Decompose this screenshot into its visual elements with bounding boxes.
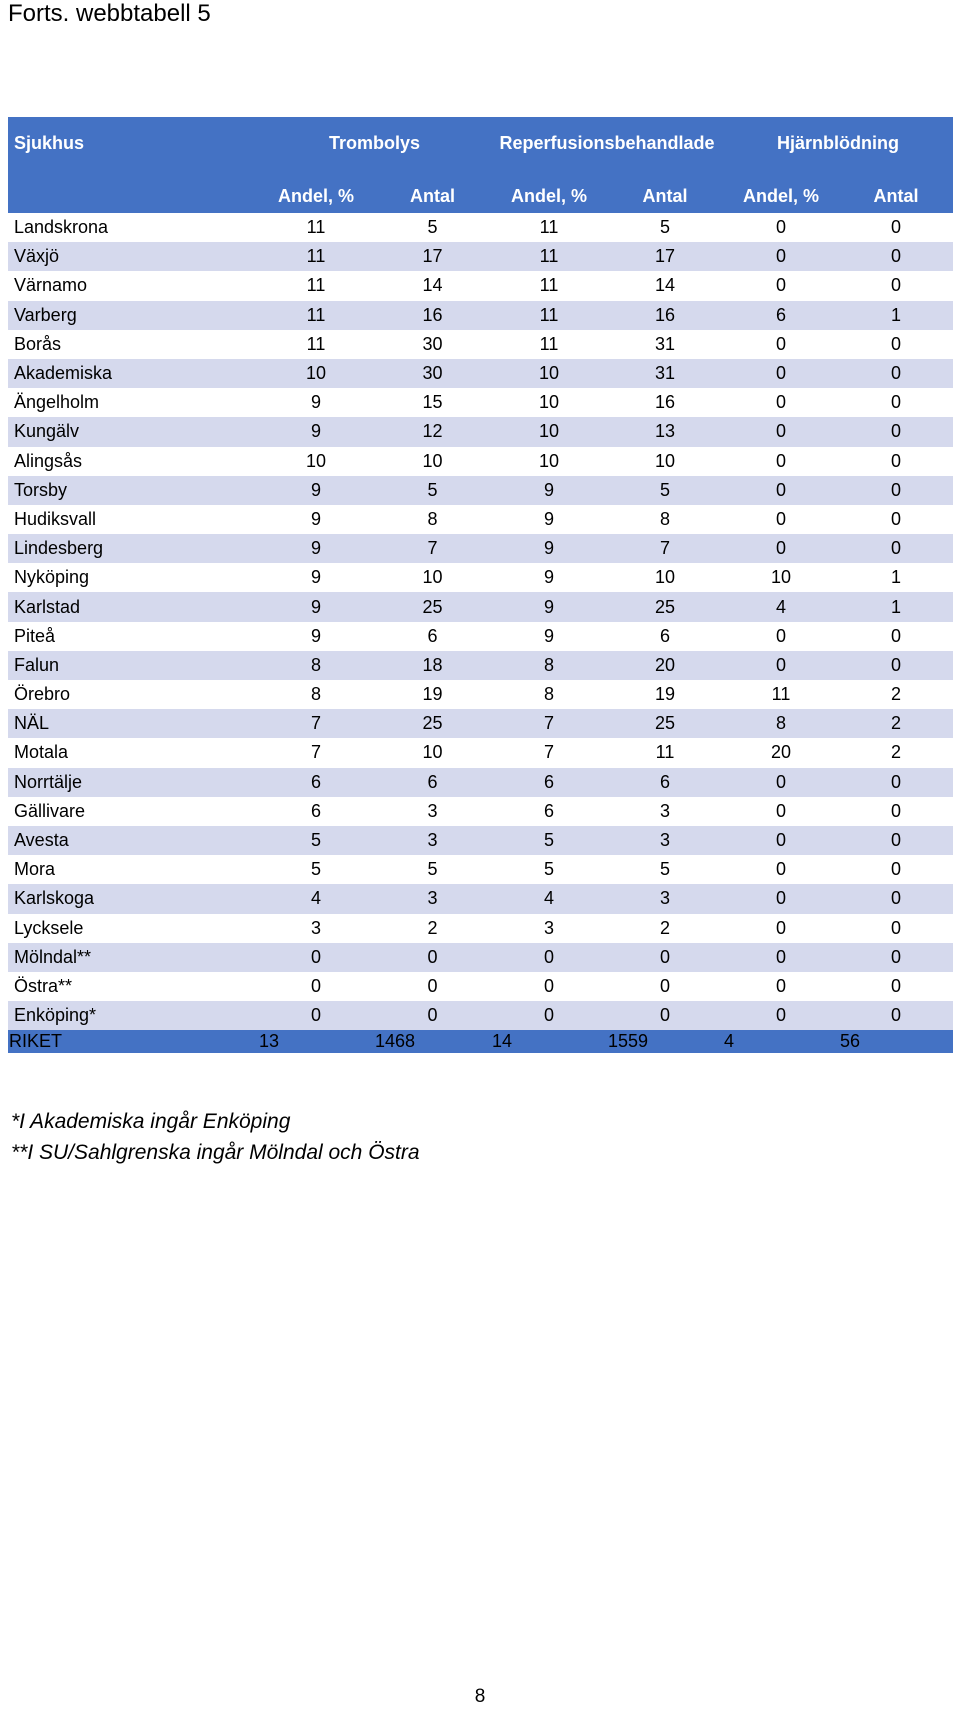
value-cell: 0 bbox=[839, 417, 953, 446]
value-cell: 0 bbox=[839, 826, 953, 855]
value-cell: 3 bbox=[374, 797, 491, 826]
footnotes bbox=[11, 1106, 420, 1168]
value-cell: 3 bbox=[491, 914, 607, 943]
hospital-name-cell: Kungälv bbox=[8, 417, 258, 446]
value-cell: 3 bbox=[374, 826, 491, 855]
table-row bbox=[8, 972, 953, 1001]
table-row bbox=[8, 592, 953, 621]
table-row bbox=[8, 651, 953, 680]
value-cell: 0 bbox=[723, 213, 839, 242]
value-cell: 6 bbox=[607, 768, 723, 797]
value-cell: 0 bbox=[607, 1001, 723, 1030]
value-cell: 0 bbox=[723, 826, 839, 855]
value-cell: 4 bbox=[723, 592, 839, 621]
value-cell: 0 bbox=[839, 476, 953, 505]
table-row bbox=[8, 943, 953, 972]
value-cell: 0 bbox=[491, 943, 607, 972]
value-cell: 0 bbox=[723, 476, 839, 505]
value-cell: 0 bbox=[723, 505, 839, 534]
value-cell: 8 bbox=[723, 709, 839, 738]
value-cell: 3 bbox=[607, 797, 723, 826]
value-cell: 0 bbox=[839, 797, 953, 826]
value-cell: 0 bbox=[839, 505, 953, 534]
value-cell: 25 bbox=[374, 592, 491, 621]
hospital-name-cell: Varberg bbox=[8, 301, 258, 330]
hospital-name-cell: Karlstad bbox=[8, 592, 258, 621]
value-cell: 0 bbox=[723, 359, 839, 388]
hospital-name-cell: Mölndal** bbox=[8, 943, 258, 972]
value-cell: 9 bbox=[258, 388, 374, 417]
table-row bbox=[8, 709, 953, 738]
value-cell: 14 bbox=[607, 271, 723, 300]
value-cell: 0 bbox=[723, 914, 839, 943]
table-row bbox=[8, 563, 953, 592]
hospital-name-cell: Falun bbox=[8, 651, 258, 680]
value-cell: 30 bbox=[374, 359, 491, 388]
value-cell: 5 bbox=[607, 476, 723, 505]
value-cell: 3 bbox=[607, 826, 723, 855]
value-cell: 0 bbox=[723, 534, 839, 563]
value-cell: 10 bbox=[491, 359, 607, 388]
value-cell: 9 bbox=[491, 622, 607, 651]
value-cell: 7 bbox=[491, 709, 607, 738]
value-cell: 6 bbox=[491, 797, 607, 826]
value-cell: 2 bbox=[374, 914, 491, 943]
value-cell: 10 bbox=[374, 563, 491, 592]
data-table-container bbox=[8, 117, 953, 1053]
hospital-name-cell: Alingsås bbox=[8, 447, 258, 476]
value-cell: 0 bbox=[839, 534, 953, 563]
value-cell: 19 bbox=[607, 680, 723, 709]
hospital-name-cell: Karlskoga bbox=[8, 884, 258, 913]
value-cell: 8 bbox=[607, 505, 723, 534]
value-cell: 0 bbox=[839, 242, 953, 271]
hospital-name-cell: Borås bbox=[8, 330, 258, 359]
value-cell: 10 bbox=[258, 447, 374, 476]
value-cell: 9 bbox=[258, 476, 374, 505]
value-cell: 6 bbox=[607, 622, 723, 651]
hospital-name-cell: Örebro bbox=[8, 680, 258, 709]
table-row bbox=[8, 884, 953, 913]
value-cell: 31 bbox=[607, 359, 723, 388]
hospital-name-cell: Ängelholm bbox=[8, 388, 258, 417]
value-cell: 10 bbox=[607, 447, 723, 476]
value-cell: 8 bbox=[258, 680, 374, 709]
value-cell: 11 bbox=[258, 301, 374, 330]
value-cell: 17 bbox=[607, 242, 723, 271]
table-row bbox=[8, 388, 953, 417]
value-cell: 0 bbox=[374, 943, 491, 972]
value-cell: 14 bbox=[374, 271, 491, 300]
table-row bbox=[8, 797, 953, 826]
value-cell: 11 bbox=[258, 330, 374, 359]
header-andel: Andel, % bbox=[491, 166, 607, 213]
table-row bbox=[8, 622, 953, 651]
total-label-cell: RIKET bbox=[8, 1030, 258, 1053]
value-cell: 16 bbox=[607, 388, 723, 417]
value-cell: 10 bbox=[491, 388, 607, 417]
value-cell: 5 bbox=[374, 476, 491, 505]
value-cell: 16 bbox=[607, 301, 723, 330]
value-cell: 11 bbox=[723, 680, 839, 709]
value-cell: 12 bbox=[374, 417, 491, 446]
hospital-name-cell: Norrtälje bbox=[8, 768, 258, 797]
hospital-name-cell: Mora bbox=[8, 855, 258, 884]
value-cell: 10 bbox=[491, 417, 607, 446]
page-number: 8 bbox=[474, 1686, 486, 1707]
value-cell: 3 bbox=[607, 884, 723, 913]
value-cell: 0 bbox=[723, 242, 839, 271]
value-cell: 5 bbox=[258, 855, 374, 884]
value-cell: 7 bbox=[491, 738, 607, 767]
value-cell: 11 bbox=[491, 301, 607, 330]
value-cell: 9 bbox=[258, 563, 374, 592]
value-cell: 0 bbox=[723, 884, 839, 913]
value-cell: 2 bbox=[839, 709, 953, 738]
header-empty bbox=[8, 166, 258, 213]
table-row bbox=[8, 213, 953, 242]
value-cell: 1 bbox=[839, 301, 953, 330]
hospital-name-cell: Växjö bbox=[8, 242, 258, 271]
value-cell: 0 bbox=[258, 972, 374, 1001]
value-cell: 9 bbox=[491, 534, 607, 563]
value-cell: 0 bbox=[839, 1001, 953, 1030]
value-cell: 5 bbox=[491, 826, 607, 855]
value-cell: 0 bbox=[839, 884, 953, 913]
value-cell: 0 bbox=[258, 1001, 374, 1030]
table-row bbox=[8, 476, 953, 505]
value-cell: 30 bbox=[374, 330, 491, 359]
value-cell: 9 bbox=[258, 622, 374, 651]
value-cell: 4 bbox=[258, 884, 374, 913]
table-row bbox=[8, 534, 953, 563]
value-cell: 9 bbox=[491, 592, 607, 621]
value-cell: 16 bbox=[374, 301, 491, 330]
value-cell: 10 bbox=[491, 447, 607, 476]
header-group-hjarnblodning: Hjärnblödning bbox=[723, 117, 953, 166]
value-cell: 0 bbox=[258, 943, 374, 972]
table-row bbox=[8, 330, 953, 359]
value-cell: 0 bbox=[723, 447, 839, 476]
value-cell: 9 bbox=[258, 592, 374, 621]
value-cell: 5 bbox=[607, 855, 723, 884]
value-cell: 0 bbox=[607, 972, 723, 1001]
value-cell: 0 bbox=[839, 914, 953, 943]
value-cell: 8 bbox=[258, 651, 374, 680]
value-cell: 9 bbox=[491, 476, 607, 505]
value-cell: 20 bbox=[723, 738, 839, 767]
value-cell: 8 bbox=[374, 505, 491, 534]
header-group-row bbox=[8, 117, 953, 166]
value-cell: 10 bbox=[374, 738, 491, 767]
hospital-name-cell: Landskrona bbox=[8, 213, 258, 242]
hospital-name-cell: Piteå bbox=[8, 622, 258, 651]
page-title: Forts. webbtabell 5 bbox=[8, 0, 211, 27]
hospital-name-cell: Östra** bbox=[8, 972, 258, 1001]
value-cell: 0 bbox=[723, 622, 839, 651]
hospital-name-cell: NÄL bbox=[8, 709, 258, 738]
value-cell: 11 bbox=[258, 242, 374, 271]
value-cell: 11 bbox=[491, 213, 607, 242]
hospital-name-cell: Torsby bbox=[8, 476, 258, 505]
header-antal: Antal bbox=[839, 166, 953, 213]
value-cell: 0 bbox=[839, 943, 953, 972]
value-cell: 1 bbox=[839, 563, 953, 592]
table-row bbox=[8, 855, 953, 884]
value-cell: 2 bbox=[839, 738, 953, 767]
value-cell: 0 bbox=[723, 651, 839, 680]
value-cell: 0 bbox=[839, 330, 953, 359]
value-cell: 7 bbox=[258, 709, 374, 738]
value-cell: 0 bbox=[491, 972, 607, 1001]
value-cell: 6 bbox=[258, 797, 374, 826]
value-cell: 17 bbox=[374, 242, 491, 271]
header-andel: Andel, % bbox=[723, 166, 839, 213]
value-cell: 5 bbox=[491, 855, 607, 884]
value-cell: 0 bbox=[723, 797, 839, 826]
value-cell: 10 bbox=[607, 563, 723, 592]
header-antal: Antal bbox=[607, 166, 723, 213]
value-cell: 9 bbox=[258, 534, 374, 563]
value-cell: 5 bbox=[374, 855, 491, 884]
table-row bbox=[8, 1001, 953, 1030]
value-cell: 0 bbox=[839, 855, 953, 884]
value-cell: 11 bbox=[491, 330, 607, 359]
value-cell: 4 bbox=[491, 884, 607, 913]
value-cell: 0 bbox=[723, 855, 839, 884]
value-cell: 0 bbox=[839, 271, 953, 300]
value-cell: 0 bbox=[374, 1001, 491, 1030]
hospital-name-cell: Nyköping bbox=[8, 563, 258, 592]
value-cell: 20 bbox=[607, 651, 723, 680]
header-group-reperfusion: Reperfusionsbehandlade bbox=[491, 117, 723, 166]
value-cell: 18 bbox=[374, 651, 491, 680]
hospital-name-cell: Enköping* bbox=[8, 1001, 258, 1030]
value-cell: 0 bbox=[491, 1001, 607, 1030]
total-value-cell: 4 bbox=[723, 1030, 839, 1053]
value-cell: 0 bbox=[839, 651, 953, 680]
header-group-trombolys: Trombolys bbox=[258, 117, 491, 166]
value-cell: 2 bbox=[839, 680, 953, 709]
header-andel: Andel, % bbox=[258, 166, 374, 213]
value-cell: 3 bbox=[258, 914, 374, 943]
value-cell: 0 bbox=[723, 768, 839, 797]
value-cell: 13 bbox=[607, 417, 723, 446]
value-cell: 0 bbox=[839, 972, 953, 1001]
value-cell: 8 bbox=[491, 651, 607, 680]
table-row bbox=[8, 447, 953, 476]
table-row bbox=[8, 505, 953, 534]
value-cell: 7 bbox=[374, 534, 491, 563]
table-row bbox=[8, 242, 953, 271]
value-cell: 0 bbox=[374, 972, 491, 1001]
hospital-name-cell: Lindesberg bbox=[8, 534, 258, 563]
value-cell: 5 bbox=[374, 213, 491, 242]
value-cell: 6 bbox=[258, 768, 374, 797]
value-cell: 0 bbox=[839, 388, 953, 417]
value-cell: 0 bbox=[839, 213, 953, 242]
value-cell: 0 bbox=[723, 943, 839, 972]
hospital-name-cell: Lycksele bbox=[8, 914, 258, 943]
value-cell: 9 bbox=[491, 505, 607, 534]
value-cell: 8 bbox=[491, 680, 607, 709]
table-row bbox=[8, 738, 953, 767]
value-cell: 31 bbox=[607, 330, 723, 359]
value-cell: 0 bbox=[723, 271, 839, 300]
value-cell: 7 bbox=[607, 534, 723, 563]
table-row bbox=[8, 271, 953, 300]
value-cell: 0 bbox=[723, 417, 839, 446]
value-cell: 9 bbox=[258, 417, 374, 446]
value-cell: 25 bbox=[374, 709, 491, 738]
value-cell: 25 bbox=[607, 709, 723, 738]
value-cell: 11 bbox=[491, 271, 607, 300]
table-row bbox=[8, 359, 953, 388]
hospital-name-cell: Avesta bbox=[8, 826, 258, 855]
table-row bbox=[8, 826, 953, 855]
table-header bbox=[8, 117, 953, 213]
value-cell: 0 bbox=[839, 622, 953, 651]
value-cell: 25 bbox=[607, 592, 723, 621]
value-cell: 5 bbox=[258, 826, 374, 855]
value-cell: 0 bbox=[723, 1001, 839, 1030]
value-cell: 9 bbox=[491, 563, 607, 592]
value-cell: 6 bbox=[723, 301, 839, 330]
table-row bbox=[8, 301, 953, 330]
value-cell: 11 bbox=[258, 213, 374, 242]
value-cell: 1 bbox=[839, 592, 953, 621]
value-cell: 9 bbox=[258, 505, 374, 534]
table-row bbox=[8, 768, 953, 797]
hospital-name-cell: Gällivare bbox=[8, 797, 258, 826]
value-cell: 7 bbox=[258, 738, 374, 767]
total-value-cell: 14 bbox=[491, 1030, 607, 1053]
header-antal: Antal bbox=[374, 166, 491, 213]
value-cell: 0 bbox=[723, 330, 839, 359]
value-cell: 19 bbox=[374, 680, 491, 709]
footnote: **I SU/Sahlgrenska ingår Mölndal och Östra bbox=[11, 1141, 420, 1164]
footnote: *I Akademiska ingår Enköping bbox=[11, 1110, 291, 1133]
value-cell: 10 bbox=[258, 359, 374, 388]
total-value-cell: 13 bbox=[258, 1030, 374, 1053]
hospital-name-cell: Motala bbox=[8, 738, 258, 767]
table-body bbox=[8, 213, 953, 1030]
value-cell: 10 bbox=[723, 563, 839, 592]
value-cell: 3 bbox=[374, 884, 491, 913]
hospital-name-cell: Värnamo bbox=[8, 271, 258, 300]
value-cell: 0 bbox=[607, 943, 723, 972]
value-cell: 0 bbox=[723, 388, 839, 417]
value-cell: 11 bbox=[607, 738, 723, 767]
header-sub-row bbox=[8, 166, 953, 213]
total-value-cell: 56 bbox=[839, 1030, 953, 1053]
value-cell: 6 bbox=[491, 768, 607, 797]
value-cell: 15 bbox=[374, 388, 491, 417]
total-row bbox=[8, 1030, 953, 1053]
value-cell: 11 bbox=[491, 242, 607, 271]
value-cell: 0 bbox=[723, 972, 839, 1001]
table-row bbox=[8, 417, 953, 446]
data-table bbox=[8, 117, 953, 1053]
value-cell: 2 bbox=[607, 914, 723, 943]
value-cell: 5 bbox=[607, 213, 723, 242]
value-cell: 6 bbox=[374, 768, 491, 797]
value-cell: 0 bbox=[839, 359, 953, 388]
hospital-name-cell: Hudiksvall bbox=[8, 505, 258, 534]
total-value-cell: 1468 bbox=[374, 1030, 491, 1053]
header-hospital: Sjukhus bbox=[8, 117, 258, 166]
table-row bbox=[8, 914, 953, 943]
value-cell: 0 bbox=[839, 447, 953, 476]
total-value-cell: 1559 bbox=[607, 1030, 723, 1053]
hospital-name-cell: Akademiska bbox=[8, 359, 258, 388]
value-cell: 11 bbox=[258, 271, 374, 300]
value-cell: 0 bbox=[839, 768, 953, 797]
value-cell: 10 bbox=[374, 447, 491, 476]
value-cell: 6 bbox=[374, 622, 491, 651]
table-row bbox=[8, 680, 953, 709]
